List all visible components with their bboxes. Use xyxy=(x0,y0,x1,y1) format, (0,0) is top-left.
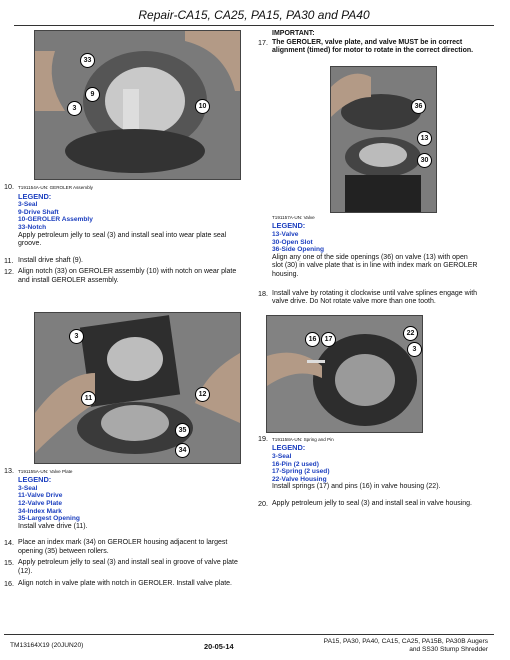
photo-geroler-assembly xyxy=(34,30,241,180)
step-text: Apply petroleum jelly to seal (3) and install seal in groove of valve plate (12). xyxy=(18,559,238,576)
legend-item: 35-Largest Opening xyxy=(18,515,80,523)
step-number: 17. xyxy=(258,37,268,47)
legend-title: LEGEND: xyxy=(18,191,52,201)
callout-36: 36 xyxy=(411,99,426,114)
right-column xyxy=(258,30,478,508)
callout-13: 13 xyxy=(417,131,432,146)
photo-caption: T191155A-UN: Valve Plate xyxy=(18,468,73,474)
step-text: Place an index mark (34) on GEROLER housing adjacent to largest opening (35) between rollers. xyxy=(18,539,228,555)
footer-page-number: 20-05-14 xyxy=(204,642,234,651)
legend-item: 3-Seal xyxy=(18,484,38,492)
step-18 xyxy=(258,290,478,307)
step-text: Align notch in valve plate with notch in GEROLER. Install valve plate. xyxy=(18,579,232,587)
photo-spring-and-pin xyxy=(266,315,423,433)
footer-doc-id: TM13164X19 (20JUN20) xyxy=(10,642,84,649)
step-10 xyxy=(4,183,244,249)
footer-models-line2: and SS30 Stump Shredder xyxy=(409,646,488,653)
step-13 xyxy=(4,467,244,532)
callout-35: 35 xyxy=(175,423,190,438)
step-number: 18. xyxy=(258,288,268,298)
legend-item: 13-Valve xyxy=(272,230,299,238)
step-number: 19. xyxy=(258,433,268,443)
legend-item: 12-Valve Plate xyxy=(18,499,62,507)
photo-valve-plate xyxy=(34,312,241,464)
legend-item: 36-Side Opening xyxy=(272,246,325,254)
step-16 xyxy=(4,580,244,589)
callout-10: 10 xyxy=(195,99,210,114)
step-number: 16. xyxy=(4,578,14,588)
step-12 xyxy=(4,268,244,285)
step-text: Install valve drive (11). xyxy=(18,522,88,530)
callout-33: 33 xyxy=(80,53,95,68)
step-text: Align any one of the side openings (36) on valve (13) with open slot (30) in valve plate that is in line with index mark on GEROLER housing. xyxy=(272,253,478,278)
step-number: 14. xyxy=(4,538,14,548)
step-text: The GEROLER, valve plate, and valve MUST be in correct alignment (timed) for motor to rotate in the correct direction. xyxy=(272,38,474,55)
callout-3: 3 xyxy=(67,101,82,116)
photo-valve-plate-illustration xyxy=(35,313,240,463)
callout-12: 12 xyxy=(195,387,210,402)
legend-valve xyxy=(272,214,478,280)
callout-3: 3 xyxy=(69,329,84,344)
legend-item: 3-Seal xyxy=(272,452,292,460)
step-text: Align notch (33) on GEROLER assembly (10) with notch on wear plate and install GEROLER assembly. xyxy=(18,268,237,284)
footer-models-line1: PA15, PA30, PA40, CA15, CA25, PA15B, PA30B Augers xyxy=(323,638,488,645)
step-text: Install drive shaft (9). xyxy=(18,256,83,264)
step-number: 20. xyxy=(258,498,268,508)
callout-17: 17 xyxy=(321,332,336,347)
left-column xyxy=(4,30,244,588)
callout-16: 16 xyxy=(305,332,320,347)
important-title: IMPORTANT: xyxy=(272,30,315,37)
step-text: Install valve by rotating it clockwise until valve splines engage with valve drive. Do Not rotate valve more than one tooth. xyxy=(272,289,478,306)
step-19 xyxy=(258,435,478,492)
page-footer xyxy=(4,634,494,655)
legend-item: 17-Spring (2 used) xyxy=(272,468,330,476)
legend-item: 22-Valve Housing xyxy=(272,475,327,483)
step-text: Install springs (17) and pins (16) in valve housing (22). xyxy=(272,483,441,491)
legend-title: LEGEND: xyxy=(272,443,306,453)
page-header xyxy=(14,8,494,26)
callout-30: 30 xyxy=(417,153,432,168)
legend-title: LEGEND: xyxy=(18,475,52,485)
callout-3: 3 xyxy=(407,342,422,357)
callout-22: 22 xyxy=(403,326,418,341)
step-number: 10. xyxy=(4,182,14,191)
photo-spring-illustration xyxy=(267,316,422,432)
step-number: 11. xyxy=(4,255,14,265)
step-15 xyxy=(4,559,244,576)
legend-item: 34-Index Mark xyxy=(18,507,62,515)
step-number: 12. xyxy=(4,267,14,277)
photo-caption: T191157A-UN: Valve xyxy=(272,214,315,220)
legend-item: 3-Seal xyxy=(18,201,38,209)
photo-caption: T191154A-UN: GEROLER Assembly xyxy=(18,185,93,190)
legend-item: 33-Notch xyxy=(18,223,47,231)
step-text: Apply petroleum jelly to seal (3) and install seal in valve housing. xyxy=(272,499,472,507)
step-number: 13. xyxy=(4,465,14,475)
legend-item: 16-Pin (2 used) xyxy=(272,460,319,468)
footer-models xyxy=(324,638,488,654)
step-17 xyxy=(258,39,478,56)
callout-11: 11 xyxy=(81,391,96,406)
page-title: Repair-CA15, CA25, PA15, PA30 and PA40 xyxy=(138,8,370,22)
step-14 xyxy=(4,539,244,556)
legend-item: 10-GEROLER Assembly xyxy=(18,216,93,224)
legend-title: LEGEND: xyxy=(272,221,306,231)
callout-9: 9 xyxy=(85,87,100,102)
photo-caption: T191158A-UN: Spring and Pin xyxy=(272,436,334,442)
step-20 xyxy=(258,500,478,509)
step-11 xyxy=(4,257,244,266)
legend-item: 11-Valve Drive xyxy=(18,492,63,500)
photo-valve xyxy=(330,66,437,213)
callout-34: 34 xyxy=(175,443,190,458)
step-number: 15. xyxy=(4,558,14,568)
step-text: Apply petroleum jelly to seal (3) and install seal into wear plate seal groove. xyxy=(18,231,227,248)
legend-item: 30-Open Slot xyxy=(272,238,313,246)
legend-item: 9-Drive Shaft xyxy=(18,208,59,216)
